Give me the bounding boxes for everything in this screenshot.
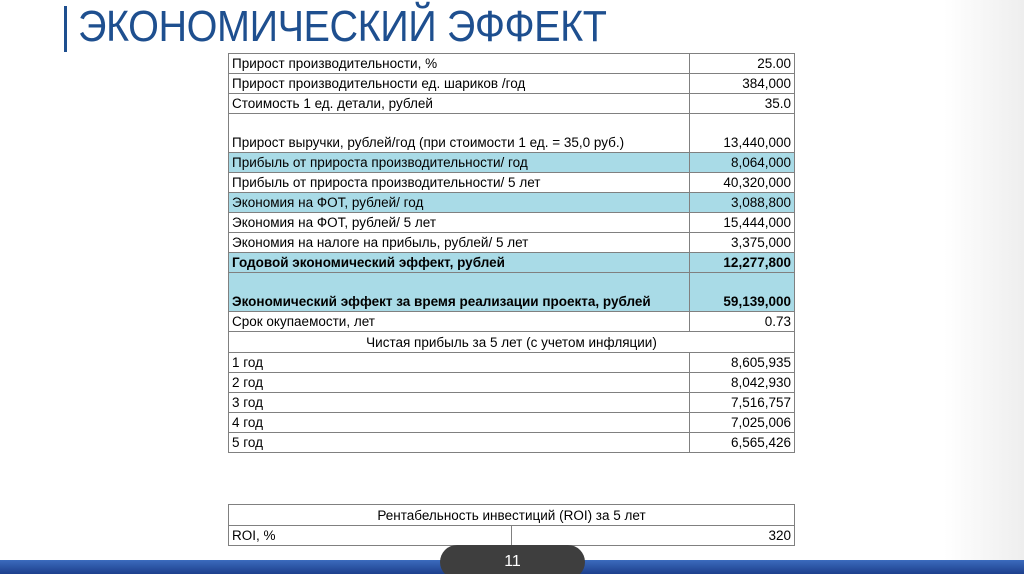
row-label: Годовой экономический эффект, рублей [229, 253, 690, 273]
row-value: 3,088,800 [690, 193, 795, 213]
page-number: 11 [440, 545, 585, 574]
row-label: Стоимость 1 ед. детали, рублей [229, 94, 690, 114]
row-value: 35.0 [690, 94, 795, 114]
slide-title: ЭКОНОМИЧЕСКИЙ ЭФФЕКТ [78, 2, 607, 51]
row-value: 12,277,800 [690, 253, 795, 273]
row-value: 0.73 [690, 312, 795, 332]
table-row-highlighted [229, 253, 795, 273]
year-value: 8,605,935 [690, 353, 795, 373]
year-value: 7,516,757 [690, 393, 795, 413]
row-label: Экономия на ФОТ, рублей/ 5 лет [229, 213, 690, 233]
row-label: Прирост выручки, рублей/год (при стоимости 1 ед. = 35,0 руб.) [229, 114, 690, 153]
row-value: 384,000 [690, 74, 795, 94]
year-label: 3 год [229, 393, 690, 413]
table-row [229, 373, 795, 393]
roi-label: ROI, % [229, 526, 512, 546]
table-row [229, 393, 795, 413]
table-row [229, 413, 795, 433]
table-row [229, 54, 795, 74]
year-label: 1 год [229, 353, 690, 373]
table-row-highlighted [229, 153, 795, 173]
row-value: 15,444,000 [690, 213, 795, 233]
roi-table [228, 504, 795, 546]
net-profit-header-row [229, 332, 795, 353]
table-row-highlighted [229, 193, 795, 213]
table-row [229, 353, 795, 373]
roi-header: Рентабельность инвестиций (ROI) за 5 лет [229, 505, 795, 526]
row-label: Прибыль от прироста производительности/ год [229, 153, 690, 173]
table-row [229, 526, 795, 546]
table-row [229, 213, 795, 233]
row-value: 3,375,000 [690, 233, 795, 253]
year-label: 5 год [229, 433, 690, 453]
year-value: 7,025,006 [690, 413, 795, 433]
table-row-highlighted [229, 273, 795, 312]
title-accent-bar [64, 6, 67, 52]
table-row [229, 74, 795, 94]
economic-effect-table [228, 53, 795, 453]
year-value: 6,565,426 [690, 433, 795, 453]
background-shade [944, 0, 1024, 574]
row-label: Прибыль от прироста производительности/ 5 лет [229, 173, 690, 193]
row-label: Прирост производительности ед. шариков /год [229, 74, 690, 94]
roi-value: 320 [512, 526, 795, 546]
row-label: Экономический эффект за время реализации проекта, рублей [229, 273, 690, 312]
row-value: 40,320,000 [690, 173, 795, 193]
roi-header-row [229, 505, 795, 526]
row-value: 8,064,000 [690, 153, 795, 173]
year-label: 4 год [229, 413, 690, 433]
row-label: Экономия на ФОТ, рублей/ год [229, 193, 690, 213]
row-value: 59,139,000 [690, 273, 795, 312]
table-row [229, 94, 795, 114]
year-label: 2 год [229, 373, 690, 393]
row-label: Экономия на налоге на прибыль, рублей/ 5 лет [229, 233, 690, 253]
row-label: Срок окупаемости, лет [229, 312, 690, 332]
row-value: 13,440,000 [690, 114, 795, 153]
table-row [229, 233, 795, 253]
net-profit-header: Чистая прибыль за 5 лет (с учетом инфляции) [229, 332, 795, 353]
row-label: Прирост производительности, % [229, 54, 690, 74]
table-row [229, 114, 795, 153]
table-row [229, 433, 795, 453]
year-value: 8,042,930 [690, 373, 795, 393]
row-value: 25.00 [690, 54, 795, 74]
table-row [229, 173, 795, 193]
table-row [229, 312, 795, 332]
